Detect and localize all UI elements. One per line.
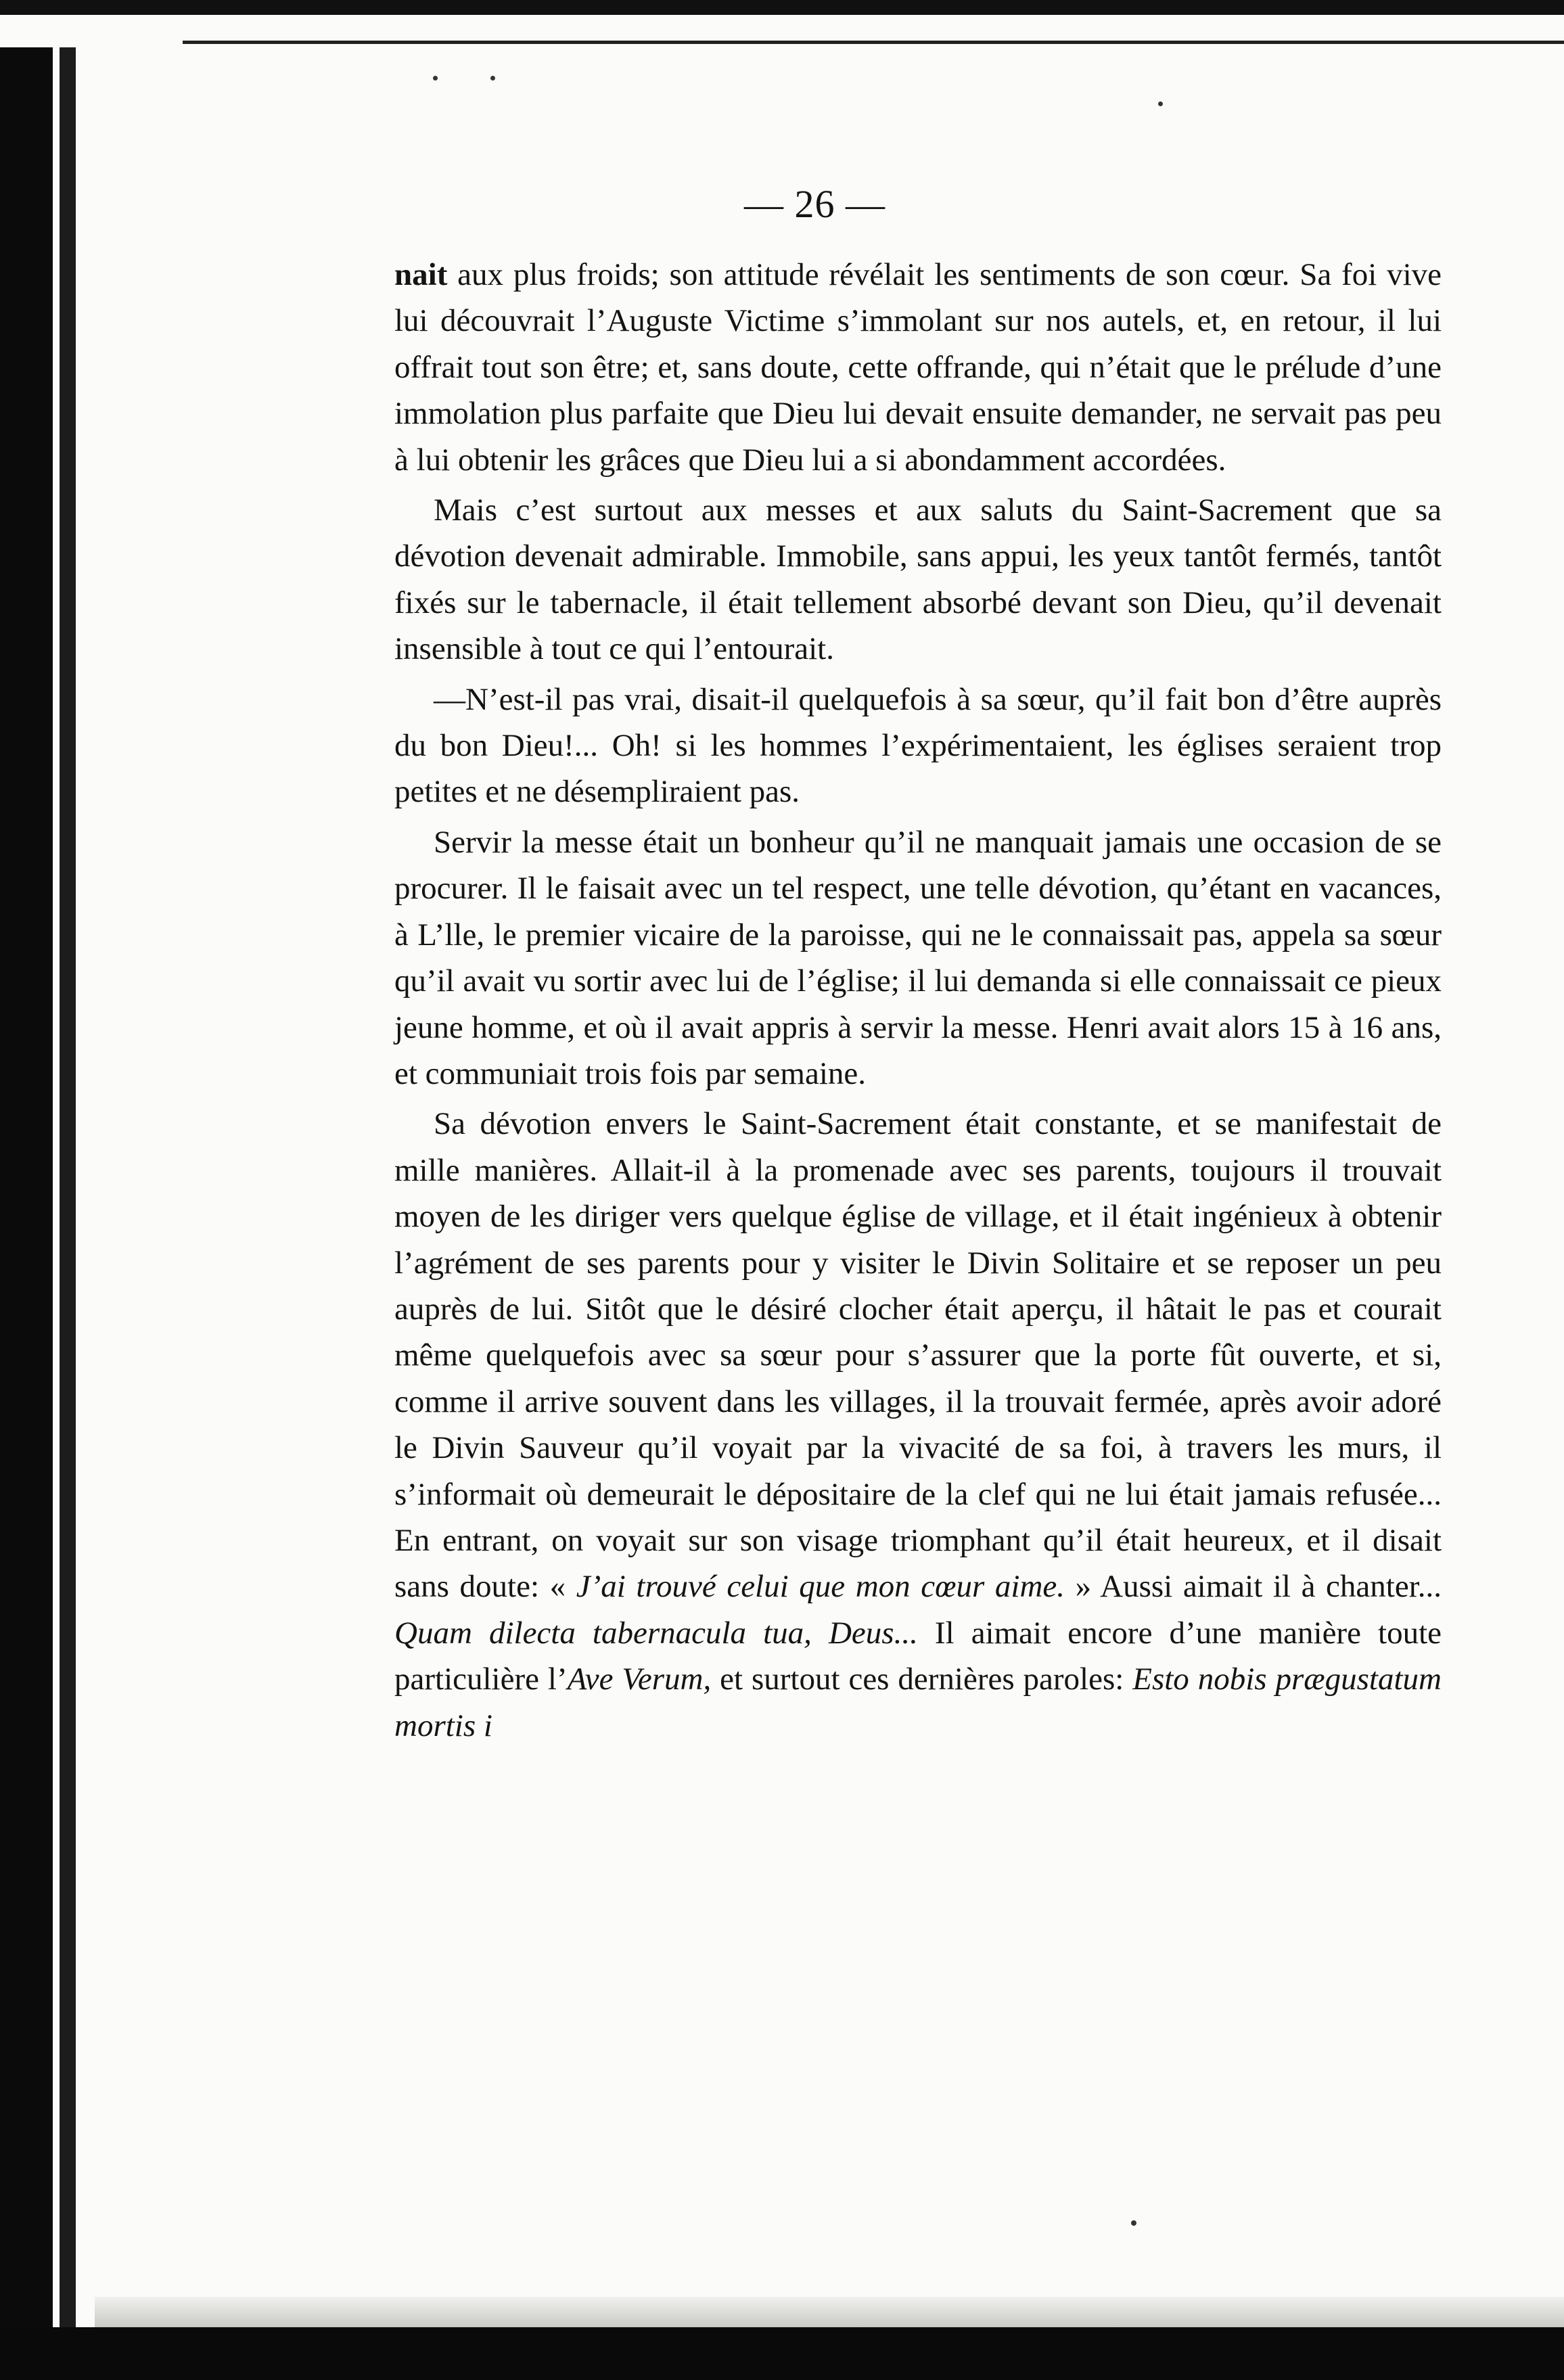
scan-border-bottom bbox=[0, 2327, 1564, 2380]
scan-border-left bbox=[0, 47, 53, 2380]
paragraph-3: —N’est-il pas vrai, disait-il quelquefois à sa sœur, qu’il fait bon d’être auprès du bon Dieu!... Oh! si les hommes l’expérimentaient, les églises seraient trop petites et ne désempliraient pas. bbox=[394, 681, 1442, 810]
quote-italic-4: Esto nobis prægustatum mortis i bbox=[394, 1662, 1442, 1743]
paragraph-5 bbox=[394, 1101, 1442, 1749]
scan-border-left-inner bbox=[60, 47, 76, 2380]
paragraph-5-text-c: Il aimait encore d’une manière toute particulière l’ bbox=[394, 1615, 1442, 1697]
paragraph-5-text-a: Sa dévotion envers le Saint-Sacrement était constante, et se manifestait de mille manières. Allait-il à la promenade avec ses parents, toujours il trouvait moyen de les diriger vers quelque église de village, et il était ingénieux à obtenir l’agrément de ses parents pour y visiter le Divin Solitaire et se reposer un peu auprès de lui. Sitôt que le désiré clocher était aperçu, il hâtait le pas et courait même quelquefois avec sa sœur pour s’assurer que la porte fût ouverte, et si, comme il arrive souvent dans les villages, il la trouvait fermée, après avoir adoré le Divin Sauveur qu’il voyait par la vivacité de sa foi, à travers les murs, il s’informait où demeurait le dépositaire de la clef qui ne lui était jamais refusée... En entrant, on voyait sur son visage triomphant qu’il était heureux, et il disait sans doute: « bbox=[394, 1106, 1442, 1605]
scan-shadow-bottom bbox=[95, 2297, 1564, 2327]
paragraph-1-text: aux plus froids; son attitude révélait les sentiments de son cœur. Sa foi vive lui découvrait l’Auguste Victime s’immolant sur nos autels, et, en retour, il lui offrait tout son être; et, sans doute, cette offrande, qui n’était que le prélude d’une immolation plus parfaite que Dieu lui devait ensuite demander, ne servait pas peu à lui obtenir les grâces que Dieu lui a si abondamment accordées. bbox=[394, 257, 1442, 478]
scan-speck bbox=[1158, 101, 1163, 106]
paragraph-4: Servir la messe était un bonheur qu’il ne manquait jamais une occasion de se procurer. Il le faisait avec un tel respect, une telle dévotion, qu’étant en vacances, à L’lle, le premier vicaire de la paroisse, qui ne le connaissait pas, appela sa sœur qu’il avait vu sortir avec lui de l’église; il lui demanda si elle connaissait ce pieux jeune homme, et où il avait appris à servir la messe. Henri avait alors 15 à 16 ans, et communiait trois fois par semaine. bbox=[394, 824, 1442, 1091]
quote-italic-1: J’ai trouvé celui que mon cœur aime. bbox=[576, 1569, 1065, 1605]
paragraph-2: Mais c’est surtout aux messes et aux saluts du Saint-Sacrement que sa dévotion devenait admirable. Immobile, sans appui, les yeux tantôt fermés, tantôt fixés sur le tabernacle, il était tellement absorbé devant son Dieu, qu’il devenait insensible à tout ce qui l’entourait. bbox=[394, 493, 1442, 667]
quote-italic-2: Quam dilecta tabernacula tua, Deus... bbox=[394, 1615, 918, 1651]
scan-speck bbox=[490, 76, 495, 81]
scan-rule-top bbox=[183, 41, 1564, 44]
paragraph-5-text-d: et surtout ces dernières paroles: bbox=[711, 1662, 1133, 1697]
quote-italic-3: Ave Verum, bbox=[567, 1662, 712, 1697]
scan-speck bbox=[1131, 2220, 1136, 2226]
scan-speck bbox=[433, 76, 438, 81]
scan-border-top bbox=[0, 0, 1564, 15]
body-text bbox=[394, 252, 1442, 1749]
page-number: — 26 — bbox=[744, 182, 886, 226]
paragraph-1-lead: nait bbox=[394, 257, 448, 292]
paragraph-5-text-b: » Aussi aimait il à chanter... bbox=[1065, 1569, 1442, 1605]
paragraph-1 bbox=[394, 252, 1442, 483]
